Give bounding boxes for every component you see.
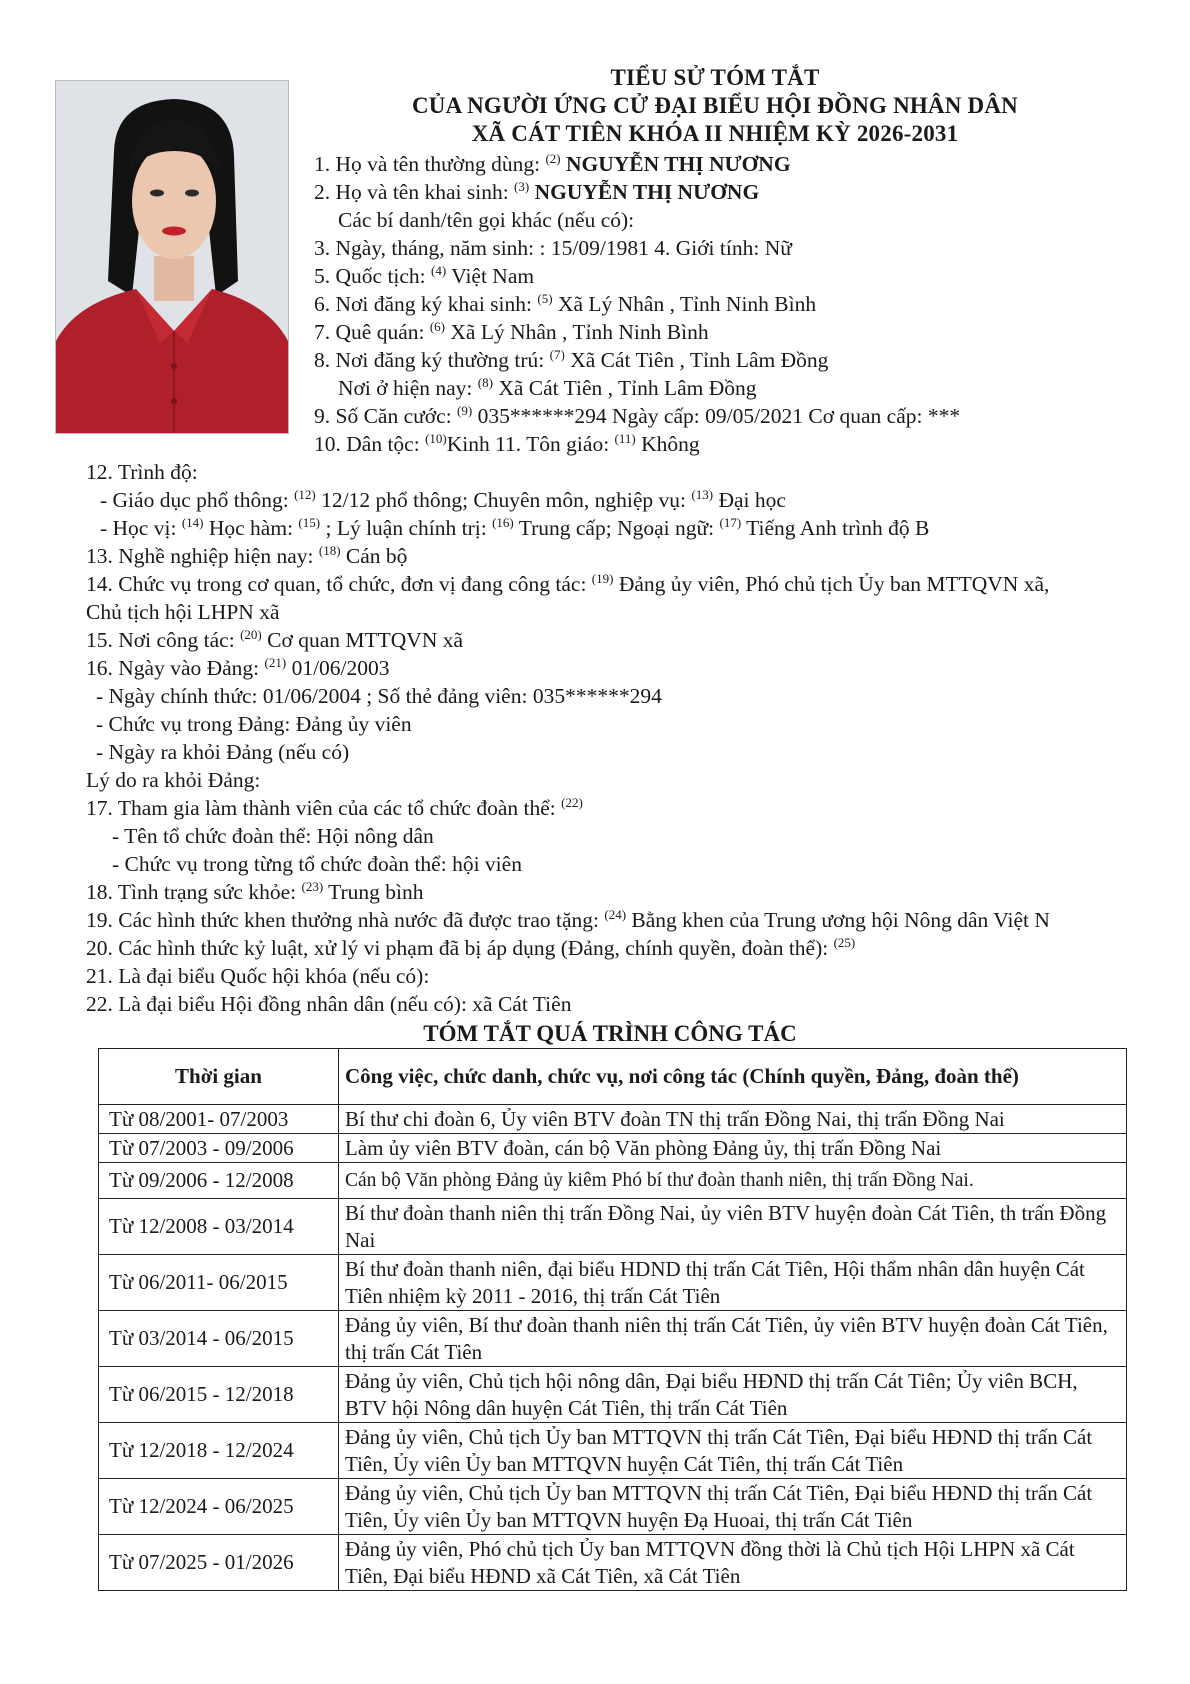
item-18: 18. Tình trạng sức khỏe: $^{(23)}$ Trung bình (86, 878, 424, 904)
item-2: 2. Họ và tên khai sinh: $^{(3)}$ NGUYỄN THỊ NƯƠNG (314, 178, 760, 204)
table-row (99, 1535, 1127, 1591)
item-17-position: - Chức vụ trong từng tổ chức đoàn thể: hội viên (112, 852, 522, 876)
item-16-leave-reason: Lý do ra khỏi Đảng: (86, 768, 261, 792)
item-8-current-address: Nơi ở hiện nay: $^{(8)}$ Xã Cát Tiên , Tỉnh Lâm Đồng (338, 374, 757, 400)
item-14-continued: Chủ tịch hội LHPN xã (86, 600, 280, 624)
item-3: 3. Ngày, tháng, năm sinh: : 15/09/1981 4. Giới tính: Nữ (314, 236, 792, 260)
row-description: Cán bộ Văn phòng Đảng ủy kiêm Phó bí thư đoàn thanh niên, thị trấn Đồng Nai. (339, 1163, 1127, 1199)
row-time: Từ 06/2015 - 12/2018 (99, 1367, 339, 1423)
item-22: 22. Là đại biểu Hội đồng nhân dân (nếu có): xã Cát Tiên (86, 992, 572, 1016)
row-description: Đảng ủy viên, Chủ tịch hội nông dân, Đại biểu HĐND thị trấn Cát Tiên; Ủy viên BCH, BTV hội Nông dân huyện Cát Tiên, thị trấn Cát Tiên (339, 1367, 1127, 1423)
item-9: 9. Số Căn cước: $^{(9)}$ 035******294 Ngày cấp: 09/05/2021 Cơ quan cấp: *** (314, 402, 961, 428)
item-16-leave-date: - Ngày ra khỏi Đảng (nếu có) (96, 740, 350, 764)
table-row (99, 1423, 1127, 1479)
work-history-heading: TÓM TẮT QUÁ TRÌNH CÔNG TÁC (423, 1021, 797, 1046)
row-time: Từ 12/2008 - 03/2014 (99, 1199, 339, 1255)
portrait-photo (55, 80, 289, 434)
row-time: Từ 09/2006 - 12/2008 (99, 1163, 339, 1199)
title-line-1: TIỂU SỬ TÓM TẮT (610, 65, 820, 90)
table-row (99, 1255, 1127, 1311)
item-10: 10. Dân tộc: $^{(10)}$Kinh 11. Tôn giáo: $^{(11)}$ Không (314, 430, 700, 456)
row-description: Đảng ủy viên, Chủ tịch Ủy ban MTTQVN thị trấn Cát Tiên, Đại biểu HĐND thị trấn Cát Tiên, Ủy viên Ủy ban MTTQVN huyện Cát Tiên, thị trấn Cát Tiên (339, 1423, 1127, 1479)
row-description: Bí thư chi đoàn 6, Ủy viên BTV đoàn TN thị trấn Đồng Nai, thị trấn Đồng Nai (339, 1105, 1127, 1134)
item-1: 1. Họ và tên thường dùng: $^{(2)}$ NGUYỄN THỊ NƯƠNG (314, 150, 791, 176)
table-row (99, 1134, 1127, 1163)
item-16-party-position: - Chức vụ trong Đảng: Đảng ủy viên (96, 712, 412, 736)
row-description: Đảng ủy viên, Phó chủ tịch Ủy ban MTTQVN đồng thời là Chủ tịch Hội LHPN xã Cát Tiên, Đại biểu HĐND xã Cát Tiên, xã Cát Tiên (339, 1535, 1127, 1591)
item-12-degrees: - Học vị: $^{(14)}$ Học hàm: $^{(15)}$ ; Lý luận chính trị: $^{(16)}$ Trung cấp; Ngoại ngữ: $^{(17)}$ Tiếng Anh trình độ B (100, 514, 930, 540)
table-row (99, 1199, 1127, 1255)
row-time: Từ 08/2001- 07/2003 (99, 1105, 339, 1134)
item-7: 7. Quê quán: $^{(6)}$ Xã Lý Nhân , Tỉnh Ninh Bình (314, 318, 709, 344)
item-15: 15. Nơi công tác: $^{(20)}$ Cơ quan MTTQVN xã (86, 626, 464, 652)
title-line-3: XÃ CÁT TIÊN KHÓA II NHIỆM KỲ 2026-2031 (471, 121, 959, 146)
row-time: Từ 12/2024 - 06/2025 (99, 1479, 339, 1535)
item-17-organization: - Tên tổ chức đoàn thể: Hội nông dân (112, 824, 434, 848)
item-19: 19. Các hình thức khen thưởng nhà nước đã được trao tặng: $^{(24)}$ Bằng khen của Trung ương hội Nông dân Việt N (86, 906, 1050, 932)
item-6: 6. Nơi đăng ký khai sinh: $^{(5)}$ Xã Lý Nhân , Tỉnh Ninh Bình (314, 290, 817, 316)
row-description: Bí thư đoàn thanh niên, đại biểu HDND thị trấn Cát Tiên, Hội thẩm nhân dân huyện Cát Tiên nhiệm kỳ 2011 - 2016, thị trấn Cát Tiên (339, 1255, 1127, 1311)
item-17: 17. Tham gia làm thành viên của các tổ chức đoàn thể: $^{(22)}$ (86, 794, 583, 820)
item-21: 21. Là đại biểu Quốc hội khóa (nếu có): (86, 964, 430, 988)
item-alias: Các bí danh/tên gọi khác (nếu có): (338, 208, 635, 232)
table-row (99, 1479, 1127, 1535)
row-time: Từ 12/2018 - 12/2024 (99, 1423, 339, 1479)
item-12-general-education: - Giáo dục phổ thông: $^{(12)}$ 12/12 phổ thông; Chuyên môn, nghiệp vụ: $^{(13)}$ Đại học (100, 486, 786, 512)
row-time: Từ 06/2011- 06/2015 (99, 1255, 339, 1311)
item-16-official-date: - Ngày chính thức: 01/06/2004 ; Số thẻ đảng viên: 035******294 (96, 684, 662, 708)
table-row (99, 1105, 1127, 1134)
table-row (99, 1311, 1127, 1367)
title-line-2: CỦA NGƯỜI ỨNG CỬ ĐẠI BIỂU HỘI ĐỒNG NHÂN DÂN (412, 93, 1018, 118)
column-header-description: Công việc, chức danh, chức vụ, nơi công tác (Chính quyền, Đảng, đoàn thể) (339, 1049, 1127, 1105)
row-description: Làm ủy viên BTV đoàn, cán bộ Văn phòng Đảng ủy, thị trấn Đồng Nai (339, 1134, 1127, 1163)
row-description: Đảng ủy viên, Bí thư đoàn thanh niên thị trấn Cát Tiên, ủy viên BTV huyện đoàn Cát Tiên, thị trấn Cát Tiên (339, 1311, 1127, 1367)
work-history-table (98, 1048, 1127, 1591)
item-5: 5. Quốc tịch: $^{(4)}$ Việt Nam (314, 262, 535, 288)
row-description: Đảng ủy viên, Chủ tịch Ủy ban MTTQVN thị trấn Cát Tiên, Đại biểu HĐND thị trấn Cát Tiên, Ủy viên Ủy ban MTTQVN huyện Đạ Huoai, thị trấn Cát Tiên (339, 1479, 1127, 1535)
row-time: Từ 07/2025 - 01/2026 (99, 1535, 339, 1591)
item-12: 12. Trình độ: (86, 460, 198, 484)
table-row (99, 1163, 1127, 1199)
column-header-time: Thời gian (99, 1049, 339, 1105)
row-time: Từ 03/2014 - 06/2015 (99, 1311, 339, 1367)
item-14: 14. Chức vụ trong cơ quan, tổ chức, đơn vị đang công tác: $^{(19)}$ Đảng ủy viên, Phó chủ tịch Ủy ban MTTQVN xã, (86, 570, 1050, 596)
table-row (99, 1367, 1127, 1423)
item-16: 16. Ngày vào Đảng: $^{(21)}$ 01/06/2003 (86, 654, 390, 680)
item-13: 13. Nghề nghiệp hiện nay: $^{(18)}$ Cán bộ (86, 542, 408, 568)
item-20: 20. Các hình thức kỷ luật, xử lý vi phạm đã bị áp dụng (Đảng, chính quyền, đoàn thể): $^{(25)}$ (86, 934, 856, 960)
item-8: 8. Nơi đăng ký thường trú: $^{(7)}$ Xã Cát Tiên , Tỉnh Lâm Đồng (314, 346, 829, 372)
work-history-header-row (99, 1049, 1127, 1105)
row-time: Từ 07/2003 - 09/2006 (99, 1134, 339, 1163)
row-description: Bí thư đoàn thanh niên thị trấn Đồng Nai, ủy viên BTV huyện đoàn Cát Tiên, th trấn Đồng Nai (339, 1199, 1127, 1255)
